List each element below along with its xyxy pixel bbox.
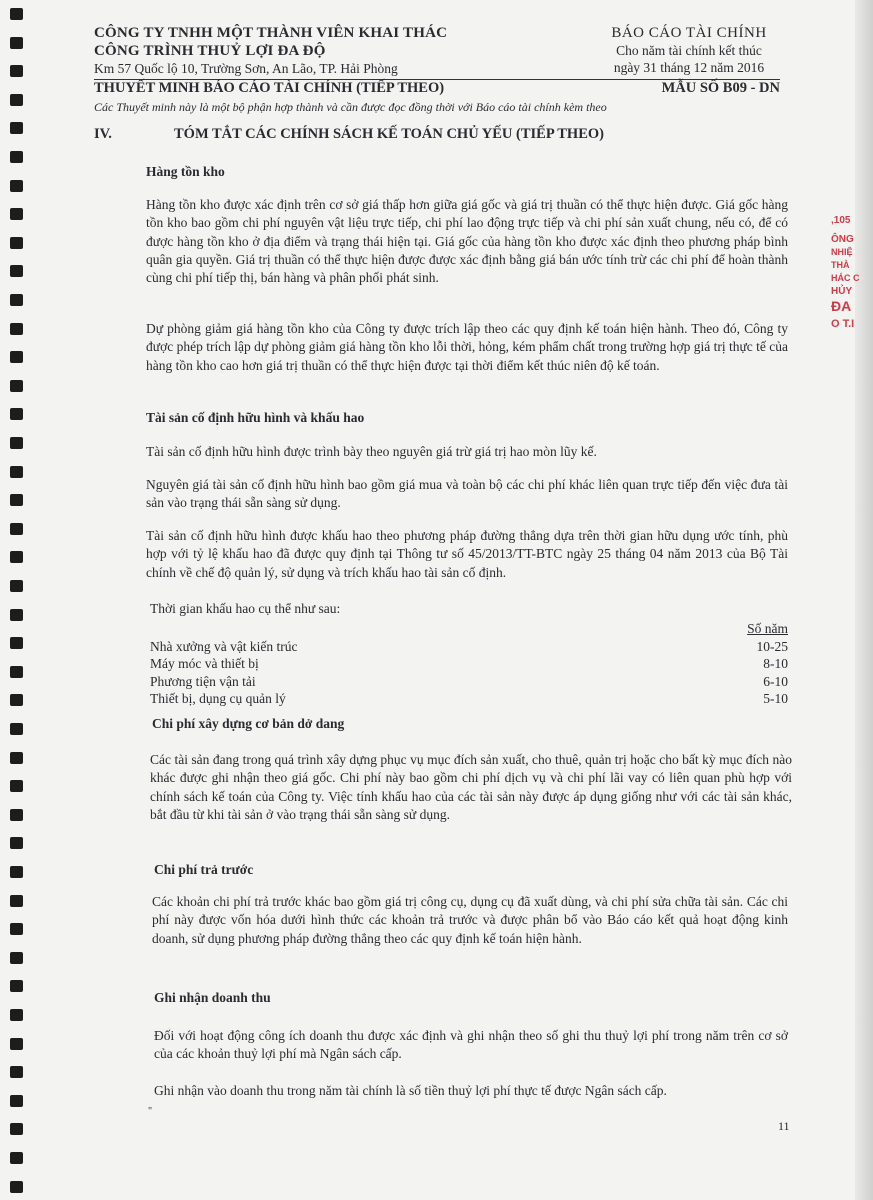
- useful-life: 5-10: [763, 691, 788, 706]
- binding-hole: [10, 65, 23, 77]
- stray-mark: ": [148, 1106, 153, 1117]
- depreciation-intro: Thời gian khấu hao cụ thể như sau:: [150, 601, 341, 616]
- useful-life: 10-25: [756, 638, 788, 654]
- stamp-text: THÀ: [831, 260, 850, 270]
- binding-hole: [10, 37, 23, 49]
- report-header: [599, 24, 779, 76]
- useful-life: 8-10: [763, 656, 788, 671]
- fixed-assets-heading: Tài sản cố định hữu hình và khấu hao: [146, 410, 365, 425]
- asset-class: Nhà xưởng và vật kiến trúc: [150, 638, 298, 654]
- section-number: IV.: [94, 126, 112, 142]
- table-row: [150, 690, 788, 708]
- binding-hole: [10, 94, 23, 106]
- binding-hole: [10, 265, 23, 277]
- binding-hole: [10, 580, 23, 592]
- table-row: [150, 673, 788, 691]
- company-name-line2: CÔNG TRÌNH THUỶ LỢI ĐA ĐỘ: [94, 43, 326, 59]
- stamp-text: O T.I: [831, 318, 855, 330]
- fixed-assets-paragraph-2: Nguyên giá tài sản cố định hữu hình bao gồm giá mua và toàn bộ các chi phí khác liên quan trực tiếp đến việc đưa tài sản vào trạng thái sẵn sàng sử dụng.: [146, 477, 788, 511]
- binding-hole: [10, 609, 23, 621]
- useful-life: 6-10: [763, 673, 788, 689]
- stamp-text: HỦY: [831, 286, 853, 297]
- company-address: Km 57 Quốc lộ 10, Trường Sơn, An Lão, TP. Hải Phòng: [94, 61, 398, 76]
- inventory-heading: Hàng tồn kho: [146, 164, 225, 179]
- table-header-years: Số năm: [747, 621, 788, 636]
- binding-hole: [10, 1123, 23, 1135]
- binding-hole: [10, 351, 23, 363]
- binding-hole: [10, 237, 23, 249]
- binding-hole: [10, 723, 23, 735]
- binding-hole: [10, 466, 23, 478]
- fixed-assets-paragraph-1: Tài sản cố định hữu hình được trình bày theo nguyên giá trừ giá trị hao mòn lũy kế.: [146, 444, 597, 459]
- binding-hole: [10, 666, 23, 678]
- binding-hole: [10, 323, 23, 335]
- binding-hole: [10, 122, 23, 134]
- inventory-paragraph-1: Hàng tồn kho được xác định trên cơ sở giá thấp hơn giữa giá gốc và giá trị thuần có thể thực hiện được. Giá gốc hàng tồn kho bao gồm chi phí nguyên vật liệu trực tiếp, chi phí lao động trực tiếp và chi phí sản xuất chung, nếu có, để có được hàng tồn kho ở địa điểm và trạng thái hiện tại. Giá gốc của hàng tồn kho được xác định theo phương pháp bình quân gia quyền. Giá trị thuần có thể thực hiện được được xác định bằng giá bán ước tính trừ các chi phí để hoàn thành cùng chi phí tiếp thị, bán hàng và phân phối phát sinh.: [146, 197, 788, 286]
- table-row: [150, 655, 788, 673]
- fixed-assets-paragraph-3: Tài sản cố định hữu hình được khấu hao theo phương pháp đường thẳng dựa trên thời gian hữu dụng ước tính, phù hợp với tỷ lệ khấu hao đã được quy định tại Thông tư số 45/2013/TT-BTC ngày 25 tháng 04 năm 2013 của Bộ Tài chính về chế độ quản lý, sử dụng và trích khấu hao tài sản cố định.: [146, 528, 788, 580]
- revenue-heading: Ghi nhận doanh thu: [154, 990, 271, 1005]
- company-name-line1: CÔNG TY TNHH MỘT THÀNH VIÊN KHAI THÁC: [94, 25, 448, 41]
- binding-hole: [10, 1181, 23, 1193]
- spiral-binding: [10, 0, 24, 1200]
- company-stamp: [831, 214, 873, 374]
- report-period-line1: Cho năm tài chính kết thúc: [616, 43, 762, 58]
- binding-hole: [10, 208, 23, 220]
- inventory-paragraph-2: Dự phòng giảm giá hàng tồn kho của Công ty được trích lập theo các quy định kế toán hiện hành. Theo đó, Công ty được phép trích lập dự phòng giảm giá hàng tồn kho lỗi thời, hỏng, kém phẩm chất trong trường hợp giá trị thực tế của hàng tồn kho cao hơn giá trị thuần có thể thực hiện được tại thời điểm kết thúc niên độ kế toán.: [146, 321, 788, 373]
- revenue-paragraph-2: Ghi nhận vào doanh thu trong năm tài chính là số tiền thuỷ lợi phí thực tế được Ngân sách cấp.: [154, 1083, 667, 1098]
- binding-hole: [10, 1009, 23, 1021]
- binding-hole: [10, 294, 23, 306]
- notes-title: THUYẾT MINH BÁO CÁO TÀI CHÍNH (TIẾP THEO): [94, 80, 445, 96]
- asset-class: Máy móc và thiết bị: [150, 656, 259, 671]
- stamp-text: NHIỆ: [831, 247, 853, 257]
- binding-hole: [10, 1038, 23, 1050]
- binding-hole: [10, 151, 23, 163]
- binding-hole: [10, 637, 23, 649]
- stamp-text: ÔNG: [831, 234, 854, 245]
- binding-hole: [10, 752, 23, 764]
- binding-hole: [10, 980, 23, 992]
- stamp-text: ,105: [831, 215, 851, 226]
- form-number: MẪU SỐ B09 - DN: [661, 80, 780, 96]
- company-header: [94, 24, 447, 78]
- binding-hole: [10, 809, 23, 821]
- binding-hole: [10, 494, 23, 506]
- construction-heading: Chi phí xây dựng cơ bản dở dang: [152, 716, 345, 731]
- binding-hole: [10, 1095, 23, 1107]
- construction-paragraph: Các tài sản đang trong quá trình xây dựng phục vụ mục đích sản xuất, cho thuê, quản trị hoặc cho bất kỳ mục đích nào khác được ghi nhận theo giá gốc. Chi phí này bao gồm chi phí dịch vụ và chi phí lãi vay có liên quan phù hợp với chính sách kế toán của Công ty. Việc tính khấu hao của các tài sản này được áp dụng giống như với các tài sản khác, bắt đầu từ khi tài sản ở vào trạng thái sẵn sàng sử dụng.: [150, 752, 792, 822]
- section-heading: [94, 126, 604, 143]
- prepaid-paragraph: Các khoản chi phí trả trước khác bao gồm giá trị công cụ, dụng cụ đã xuất dùng, và chi phí sửa chữa tài sản. Các chi phí này được vốn hóa dưới hình thức các khoản trả trước và được phân bổ vào Báo cáo kết quả hoạt động kinh doanh, sử dụng phương pháp đường thẳng theo các quy định kế toán hiện hành.: [152, 894, 788, 946]
- depreciation-table: [150, 620, 788, 708]
- revenue-paragraph-1: Đối với hoạt động công ích doanh thu được xác định và ghi nhận theo số ghi thu thuỷ lợi phí trong năm trên cơ sở của các khoản thuỷ lợi phí mà Ngân sách cấp.: [154, 1028, 788, 1062]
- section-title: TÓM TẮT CÁC CHÍNH SÁCH KẾ TOÁN CHỦ YẾU (TIẾP THEO): [174, 126, 604, 142]
- binding-hole: [10, 180, 23, 192]
- page-edge-shadow: [855, 0, 873, 1200]
- binding-hole: [10, 437, 23, 449]
- binding-hole: [10, 523, 23, 535]
- stamp-text: HÁC C: [831, 273, 860, 283]
- binding-hole: [10, 551, 23, 563]
- binding-hole: [10, 380, 23, 392]
- binding-hole: [10, 1066, 23, 1078]
- binding-hole: [10, 895, 23, 907]
- prepaid-heading: Chi phí trả trước: [154, 862, 254, 877]
- stamp-text: ĐA: [831, 298, 852, 314]
- binding-hole: [10, 694, 23, 706]
- binding-hole: [10, 952, 23, 964]
- binding-hole: [10, 408, 23, 420]
- page-number: 11: [778, 1119, 790, 1133]
- asset-class: Phương tiện vận tải: [150, 673, 256, 689]
- asset-class: Thiết bị, dụng cụ quản lý: [150, 691, 286, 706]
- binding-hole: [10, 837, 23, 849]
- binding-hole: [10, 866, 23, 878]
- report-title: BÁO CÁO TÀI CHÍNH: [611, 25, 767, 41]
- binding-hole: [10, 1152, 23, 1164]
- binding-hole: [10, 780, 23, 792]
- binding-hole: [10, 8, 23, 20]
- notes-caption: Các Thuyết minh này là một bộ phận hợp thành và cần được đọc đồng thời với Báo cáo tài chính kèm theo: [94, 100, 607, 114]
- table-row: [150, 638, 788, 656]
- report-period-line2: ngày 31 tháng 12 năm 2016: [613, 60, 765, 75]
- binding-hole: [10, 923, 23, 935]
